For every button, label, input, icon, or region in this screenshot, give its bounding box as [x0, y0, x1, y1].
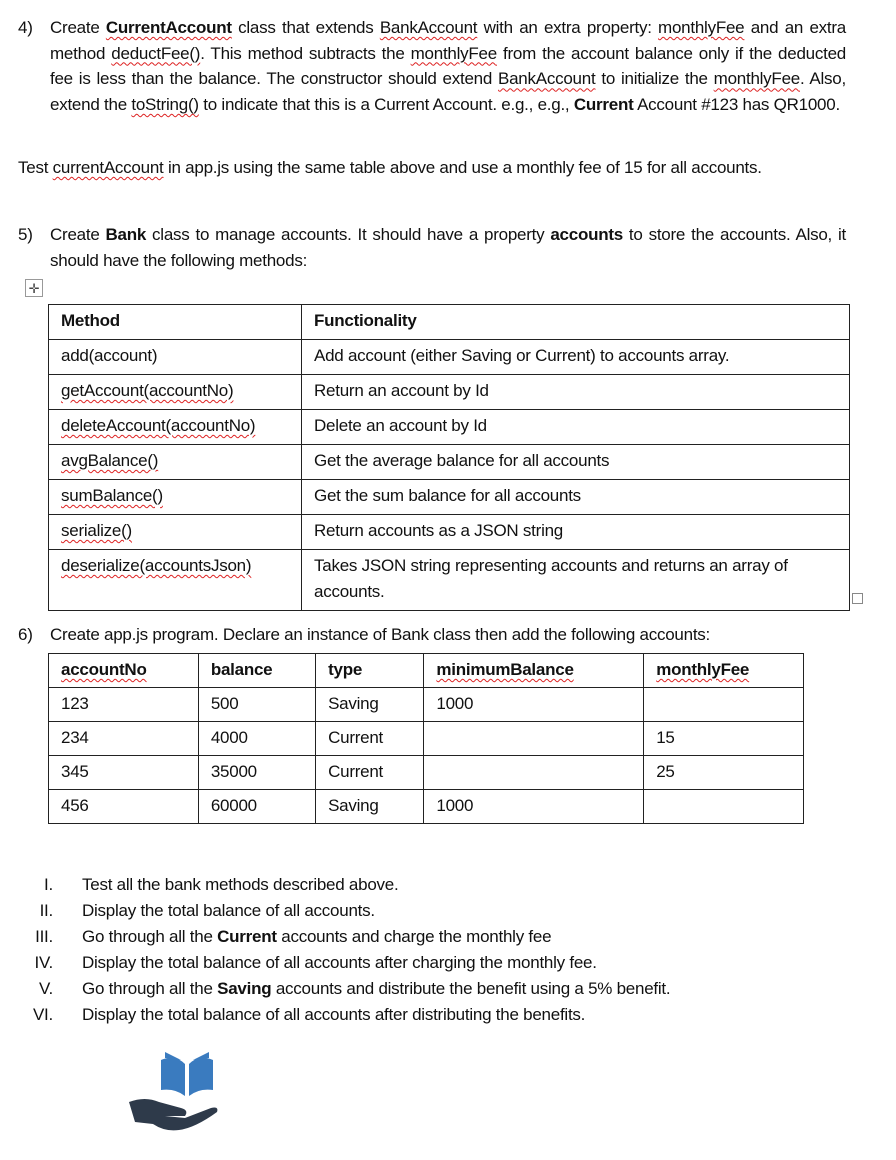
table-cell [198, 756, 315, 790]
text-run: Display the total balance of all accounts after distributing the benefits. [82, 1005, 586, 1024]
table-cell [644, 722, 804, 756]
task-item [0, 950, 880, 976]
table-cell [49, 410, 302, 445]
text-run: accounts and charge the monthly fee [276, 927, 552, 946]
bold-text: Current [217, 927, 277, 946]
table-move-handle-icon[interactable]: ✛ [25, 279, 43, 297]
tasks-list [0, 872, 880, 1028]
table-header-row [49, 305, 850, 340]
spellcheck-flagged-word: CurrentAccount [105, 18, 232, 37]
column-header [316, 654, 424, 688]
cell-text: Current [328, 762, 384, 781]
text-run: Account #123 has QR1000. [633, 95, 840, 115]
table-cell [49, 756, 199, 790]
table-cell [302, 340, 850, 375]
cell-text: serialize() [61, 521, 132, 540]
table-cell [49, 688, 199, 722]
cell-text: Saving [328, 796, 379, 815]
table-row [49, 790, 804, 824]
text-run: and an extra method [50, 18, 846, 63]
table-cell [49, 722, 199, 756]
spellcheck-flagged-word: BankAccount [498, 69, 596, 89]
text-run: to initialize the [595, 69, 714, 89]
text-run: in app.js using the same table above and use a monthly fee of 15 for all accounts. [163, 158, 762, 177]
table-cell [49, 515, 302, 550]
column-header [644, 654, 804, 688]
cell-text: deleteAccount(accountNo) [61, 416, 256, 435]
bold-text: accounts [550, 225, 623, 244]
table-row [49, 375, 850, 410]
table-cell [644, 688, 804, 722]
task-text [82, 1002, 585, 1028]
methods-table [48, 304, 850, 611]
column-header [49, 305, 302, 340]
spellcheck-flagged-word: BankAccount [379, 18, 478, 37]
table-row [49, 688, 804, 722]
text-run: with an extra property: [477, 18, 659, 37]
table-row [49, 410, 850, 445]
spellcheck-flagged-word: currentAccount [52, 158, 164, 177]
table-cell [49, 550, 302, 611]
task-item [0, 924, 880, 950]
table-cell [49, 375, 302, 410]
table-cell [302, 550, 850, 611]
cell-text: Method [61, 311, 120, 330]
section-5-text [50, 222, 846, 273]
cell-text: accountNo [61, 660, 147, 679]
task-numeral: V. [38, 979, 53, 998]
table-cell [644, 790, 804, 824]
table-cell [198, 722, 315, 756]
task-numeral: IV. [34, 953, 53, 972]
bold-text: Saving [217, 979, 272, 998]
task-item [0, 872, 880, 898]
accounts-table [48, 653, 804, 824]
text-run: . Also, extend the [50, 69, 846, 115]
table-cell [49, 790, 199, 824]
cell-text: 1000 [436, 694, 474, 713]
table-cell [302, 515, 850, 550]
cell-text: Return an account by Id [314, 381, 489, 400]
task-numeral: VI. [32, 1005, 53, 1024]
section-6-text: Create app.js program. Declare an instance of Bank class then add the following accounts: [50, 625, 711, 644]
column-header [424, 654, 644, 688]
cell-text: deserialize(accountsJson) [61, 556, 252, 575]
cell-text: type [328, 660, 363, 679]
text-run: from the account balance only if the deducted fee is less than the balance. The constructor should extend [50, 43, 846, 89]
spellcheck-flagged-word: monthlyFee [410, 43, 497, 63]
task-item [0, 1002, 880, 1028]
text-run: . This method subtracts the [200, 43, 411, 63]
table-cell [198, 688, 315, 722]
cell-text: 4000 [210, 728, 248, 747]
table-cell [316, 790, 424, 824]
cell-text: Saving [328, 694, 379, 713]
cell-text: 345 [61, 762, 89, 781]
table-cell [302, 375, 850, 410]
table-row [49, 756, 804, 790]
text-run: Create [50, 18, 106, 37]
task-numeral: III. [35, 927, 53, 946]
cell-text: getAccount(accountNo) [61, 381, 234, 400]
table-cell [198, 790, 315, 824]
table-cell [302, 410, 850, 445]
section-4-text [50, 15, 846, 118]
text-run: Test all the bank methods described above. [82, 875, 399, 894]
table-row [49, 445, 850, 480]
cell-text: minimumBalance [436, 660, 574, 679]
text-run: Display the total balance of all accounts after charging the monthly fee. [82, 953, 597, 972]
task-item [0, 898, 880, 924]
task-text [82, 872, 398, 898]
table-cell [302, 445, 850, 480]
table-resize-handle[interactable] [852, 593, 863, 604]
section-4-number: 4) [18, 18, 33, 37]
task-numeral: I. [44, 875, 53, 894]
table-row [49, 515, 850, 550]
spellcheck-flagged-word: monthlyFee [658, 18, 745, 37]
task-text [82, 976, 670, 1002]
table-row [49, 722, 804, 756]
column-header [302, 305, 850, 340]
cell-text: balance [210, 660, 273, 679]
task-text [82, 898, 375, 924]
bold-text: Current [573, 95, 634, 115]
table-cell [316, 722, 424, 756]
text-run: to store the accounts. Also, it should have the following methods: [50, 225, 846, 270]
cell-text: avgBalance() [61, 451, 159, 470]
cell-text: 60000 [210, 796, 257, 815]
table-header-row [49, 654, 804, 688]
text-run: Create [50, 225, 106, 244]
table-cell [424, 790, 644, 824]
cell-text: Functionality [314, 311, 417, 330]
section-6-number: 6) [18, 625, 33, 644]
task-text [82, 924, 551, 950]
test-paragraph [18, 155, 818, 181]
cell-text: Delete an account by Id [314, 416, 487, 435]
text-run: Go through all the [82, 979, 218, 998]
spellcheck-flagged-word: toString() [131, 95, 199, 115]
cell-text: Get the average balance for all accounts [314, 451, 610, 470]
table-cell [49, 340, 302, 375]
cell-text: monthlyFee [656, 660, 750, 679]
cell-text: 35000 [210, 762, 257, 781]
cell-text: Add account (either Saving or Current) to accounts array. [314, 346, 730, 365]
text-run: Go through all the [82, 927, 218, 946]
table-row [49, 550, 850, 611]
text-run: class that extends [231, 18, 380, 37]
task-text [82, 950, 597, 976]
table-cell [316, 756, 424, 790]
cell-text: 234 [61, 728, 89, 747]
table-cell [424, 722, 644, 756]
cell-text: add(account) [61, 346, 158, 365]
cell-text: 123 [61, 694, 89, 713]
table-row [49, 480, 850, 515]
cell-text: 25 [656, 762, 675, 781]
cell-text: Current [328, 728, 384, 747]
cell-text: Get the sum balance for all accounts [314, 486, 581, 505]
table-cell [316, 688, 424, 722]
hand-holding-book-icon [125, 1048, 225, 1133]
table-cell [302, 480, 850, 515]
column-header [49, 654, 199, 688]
cell-text: Return accounts as a JSON string [314, 521, 564, 540]
cell-text: 15 [656, 728, 675, 747]
section-5-number: 5) [18, 225, 33, 244]
task-item [0, 976, 880, 1002]
text-run: accounts and distribute the benefit using a 5% benefit. [271, 979, 671, 998]
text-run: to indicate that this is a Current Account. e.g., e.g., [198, 95, 574, 115]
bold-text: Bank [105, 225, 147, 244]
spellcheck-flagged-word: monthlyFee [713, 69, 800, 89]
table-cell [424, 688, 644, 722]
task-numeral: II. [39, 901, 53, 920]
table-row [49, 340, 850, 375]
cell-text: 456 [61, 796, 89, 815]
text-run: Test [18, 158, 53, 177]
text-run: class to manage accounts. It should have a property [146, 225, 551, 244]
cell-text: 1000 [436, 796, 474, 815]
table-cell [49, 445, 302, 480]
cell-text: 500 [210, 694, 239, 713]
column-header [198, 654, 315, 688]
spellcheck-flagged-word: deductFee() [111, 43, 201, 63]
cell-text: sumBalance() [61, 486, 163, 505]
table-cell [424, 756, 644, 790]
cell-text: Takes JSON string representing accounts and returns an array of accounts. [314, 556, 788, 601]
table-cell [644, 756, 804, 790]
table-cell [49, 480, 302, 515]
text-run: Display the total balance of all accounts. [82, 901, 375, 920]
